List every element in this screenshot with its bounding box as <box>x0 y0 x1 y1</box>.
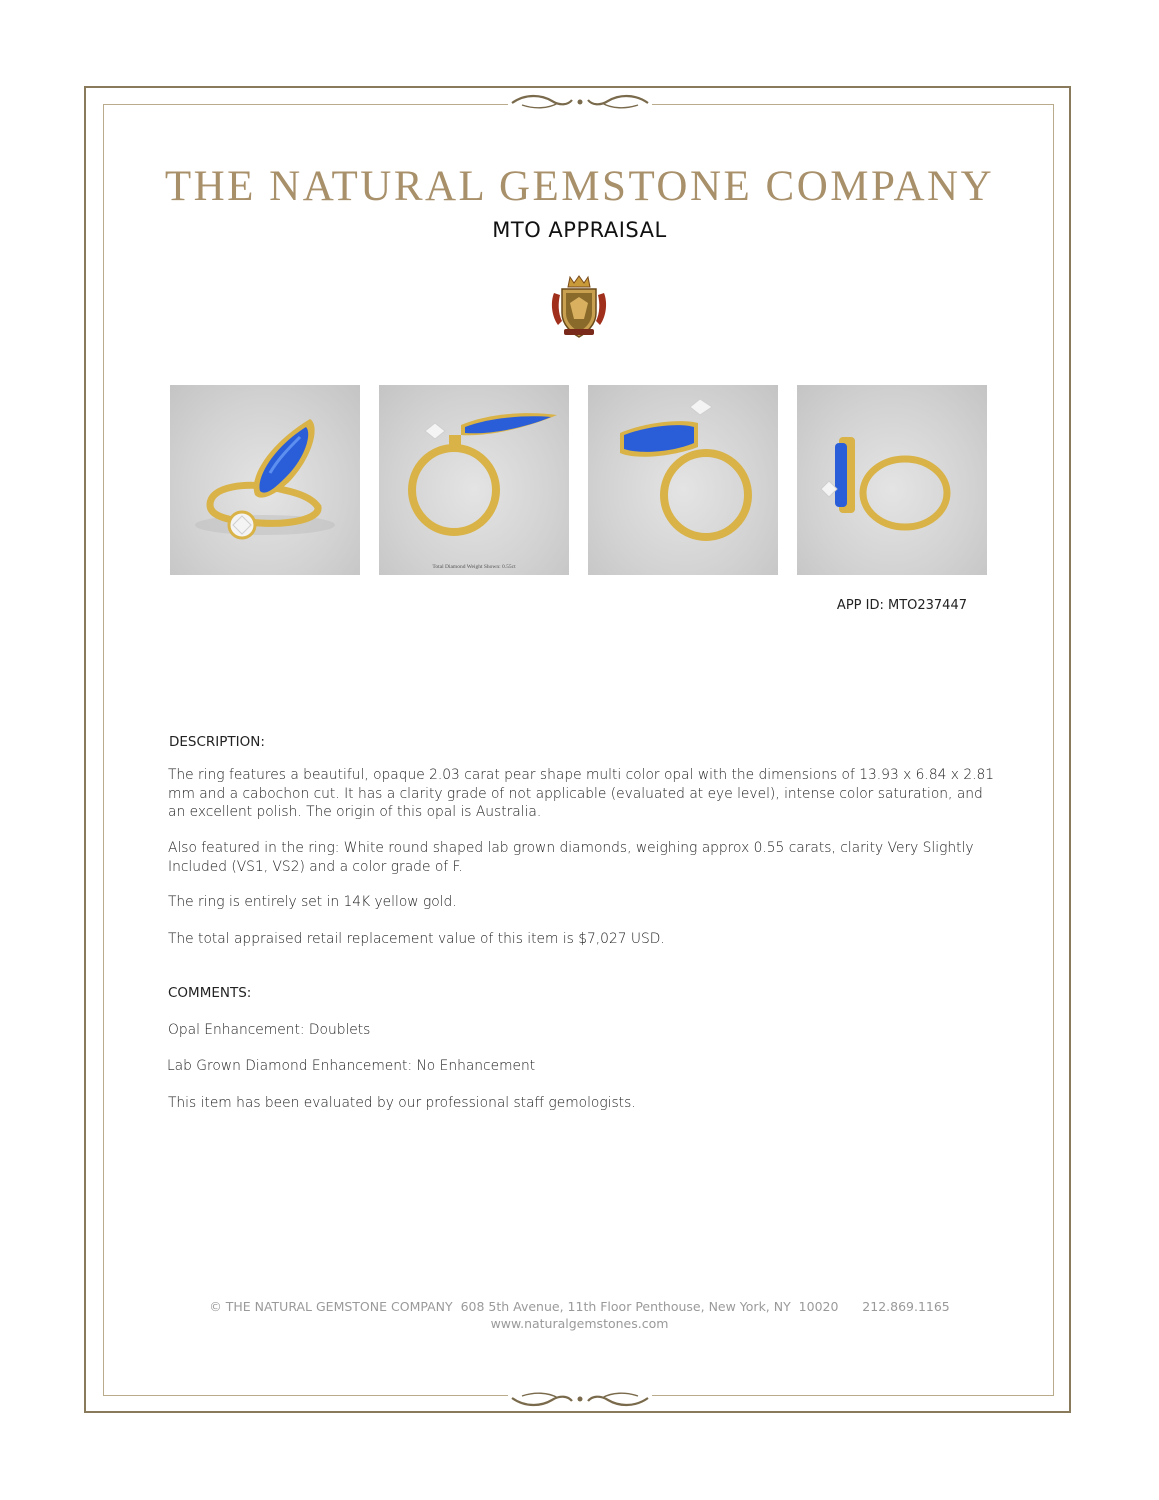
comments-heading: COMMENTS: <box>168 985 252 1001</box>
footer-address: © THE NATURAL GEMSTONE COMPANY 608 5th Avenue, 11th Floor Penthouse, New York, NY 10020 212.869.1165 <box>209 1299 950 1314</box>
ring-photo-front-angle <box>170 385 360 575</box>
comment-opal-enhancement: Opal Enhancement: Doublets <box>168 1022 371 1038</box>
comment-evaluation: This item has been evaluated by our professional staff gemologists. <box>168 1095 636 1111</box>
bottom-flourish-icon <box>508 1388 652 1410</box>
description-paragraph-2: Also featured in the ring: White round shaped lab grown diamonds, weighing approx 0.55 carats, clarity Very Slightly Included (VS1, VS2) and a color grade of F. <box>168 840 974 875</box>
app-id: APP ID: MTO237447 <box>836 598 967 613</box>
description-heading: DESCRIPTION: <box>169 734 265 750</box>
comment-diamond-enhancement: Lab Grown Diamond Enhancement: No Enhancement <box>167 1058 536 1074</box>
top-flourish-icon <box>508 91 652 113</box>
company-title: THE NATURAL GEMSTONE COMPANY <box>164 163 995 210</box>
description-paragraph-4: The total appraised retail replacement value of this item is $7,027 USD. <box>168 931 665 947</box>
description-paragraph-1: The ring features a beautiful, opaque 2.03 carat pear shape multi color opal with the dimensions of 13.93 x 6.84 x 2.81 mm and a cabochon cut. It has a clarity grade of not applicable (evaluated at eye level), intense color saturation, and an excellent polish. The origin of this opal is Australia. <box>168 767 995 820</box>
ring-photo-side <box>797 385 987 575</box>
document-type: MTO APPRAISAL <box>492 218 667 242</box>
diamond-weight-caption: Total Diamond Weight Shown: 0.55ct <box>432 564 516 570</box>
description-paragraph-3: The ring is entirely set in 14K yellow gold. <box>168 894 457 910</box>
footer-website-link[interactable]: www.naturalgemstones.com <box>490 1316 669 1331</box>
ring-photo-back <box>588 385 778 575</box>
company-crest-icon <box>548 273 610 341</box>
ring-photo-front <box>379 385 569 575</box>
